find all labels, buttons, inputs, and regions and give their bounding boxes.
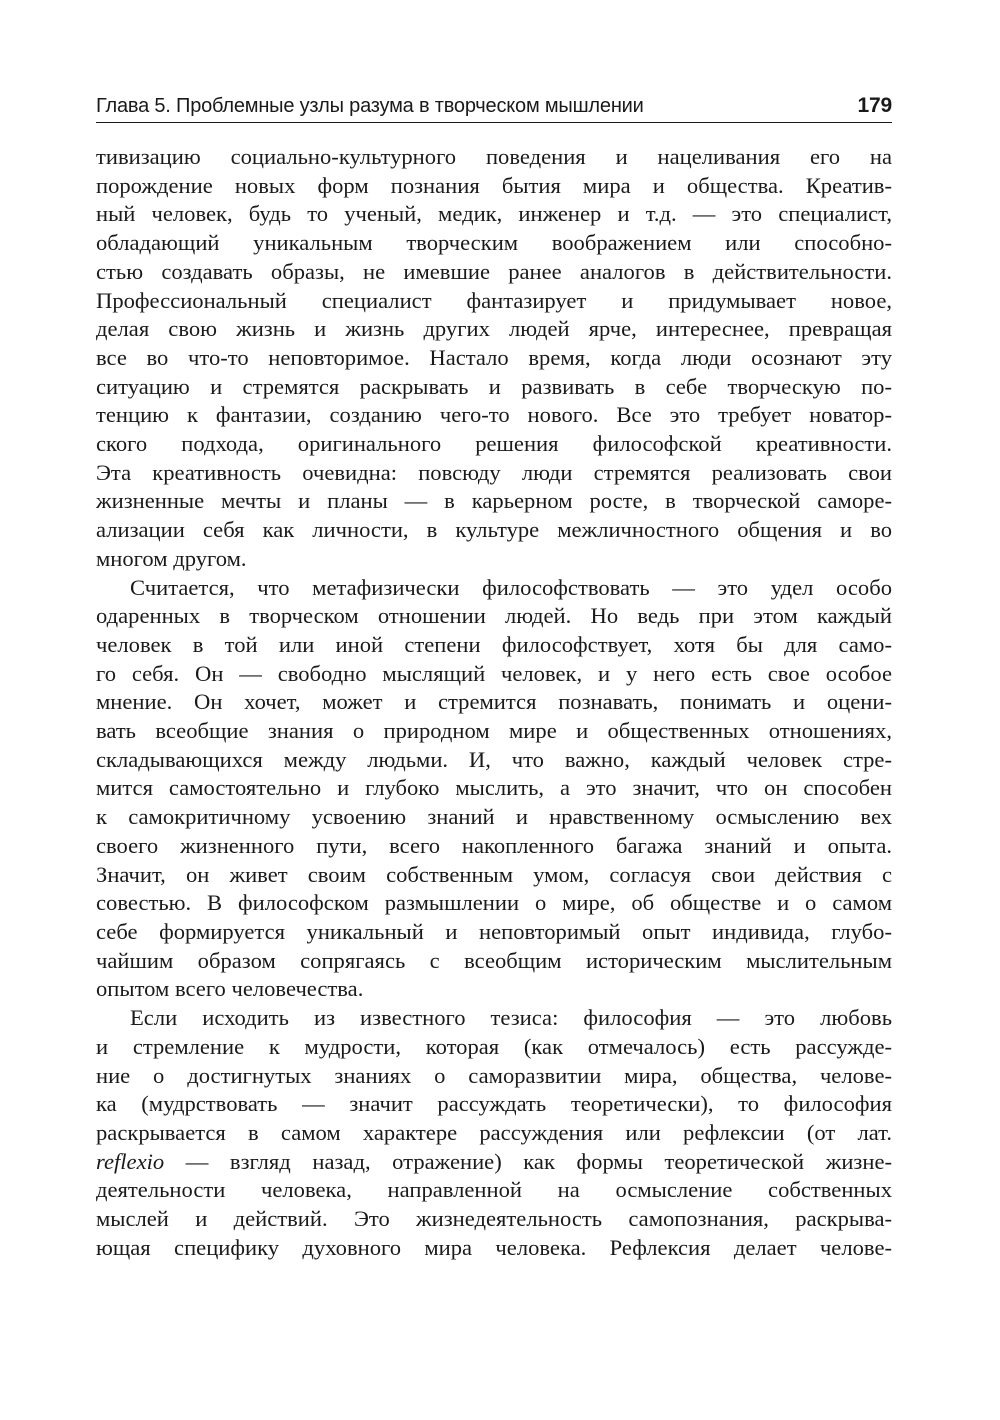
body-text bbox=[96, 143, 892, 1262]
text-line: Если исходить из известного тезиса: философия — это любовь bbox=[130, 1005, 892, 1031]
text-line: Считается, что метафизически философствовать — это удел особо bbox=[130, 574, 892, 600]
text-line: ситуацию и стремятся раскрывать и развивать в себе творческую по- bbox=[96, 373, 892, 399]
running-header bbox=[96, 94, 892, 123]
text-line: reflexio — взгляд назад, отражение) как формы теоретической жизне- bbox=[96, 1148, 892, 1174]
text-line: деятельности человека, направленной на осмысление собственных bbox=[96, 1177, 892, 1203]
text-line: опытом всего человечества. bbox=[96, 976, 364, 1002]
text-line: все во что-то неповторимое. Настало время, когда люди осознают эту bbox=[96, 344, 892, 370]
text-line: стью создавать образы, не имевшие ранее аналогов в действительности. bbox=[96, 258, 892, 284]
text-line: чайшим образом сопрягаясь с всеобщим историческим мыслительным bbox=[96, 947, 892, 973]
text-line: Эта креативность очевидна: повсюду люди стремятся реализовать свои bbox=[96, 459, 892, 485]
text-line: многом другом. bbox=[96, 545, 247, 571]
text-line: одаренных в творческом отношении людей. Но ведь при этом каждый bbox=[96, 603, 892, 629]
text-line: раскрывается в самом характере рассуждения или рефлексии (от лат. bbox=[96, 1119, 892, 1145]
text-line: к самокритичному усвоению знаний и нравственному осмыслению вех bbox=[96, 804, 892, 830]
text-line: делая свою жизнь и жизнь других людей ярче, интереснее, превращая bbox=[96, 316, 892, 342]
text-line: го себя. Он — свободно мыслящий человек, и у него есть свое особое bbox=[96, 660, 892, 686]
italic-term: reflexio bbox=[96, 1148, 165, 1174]
text-line: тенцию к фантазии, созданию чего-то нового. Все это требует новатор- bbox=[96, 402, 892, 428]
text-line: человек в той или иной степени философствует, хотя бы для само- bbox=[96, 631, 892, 657]
text-line: тивизацию социально-культурного поведения и нацеливания его на bbox=[96, 144, 892, 169]
document-page bbox=[96, 94, 892, 1262]
paragraph-1 bbox=[96, 143, 892, 574]
text-line: ализации себя как личности, в культуре межличностного общения и во bbox=[96, 517, 892, 543]
text-line: вать всеобщие знания о природном мире и общественных отношениях, bbox=[96, 718, 892, 744]
text-line: ка (мудрствовать — значит рассуждать теоретически), то философия bbox=[96, 1091, 892, 1117]
page-number: 179 bbox=[857, 94, 892, 117]
text-line: ный человек, будь то ученый, медик, инженер и т.д. — это специалист, bbox=[96, 201, 892, 227]
text-line: ского подхода, оригинального решения философской креативности. bbox=[96, 431, 892, 457]
text-line: ние о достигнутых знаниях о саморазвитии мира, общества, челове- bbox=[96, 1062, 892, 1088]
paragraph-2 bbox=[96, 574, 892, 1005]
text-line: мнение. Он хочет, может и стремится познавать, понимать и оцени- bbox=[96, 689, 892, 715]
text-line: порождение новых форм познания бытия мира и общества. Креатив- bbox=[96, 172, 892, 198]
text-line: Значит, он живет своим собственным умом, согласуя свои действия с bbox=[96, 861, 892, 887]
text-line: обладающий уникальным творческим воображением или способно- bbox=[96, 230, 892, 256]
text-line: жизненные мечты и планы — в карьерном росте, в творческой саморе- bbox=[96, 488, 892, 514]
text-line: мыслей и действий. Это жизнедеятельность самопознания, раскрыва- bbox=[96, 1206, 892, 1232]
text-line: складывающихся между людьми. И, что важно, каждый человек стре- bbox=[96, 746, 892, 772]
text-line: себе формируется уникальный и неповторимый опыт индивида, глубо- bbox=[96, 918, 892, 944]
text-line: своего жизненного пути, всего накопленного багажа знаний и опыта. bbox=[96, 832, 892, 858]
text-line: мится самостоятельно и глубоко мыслить, а это значит, что он способен bbox=[96, 775, 892, 801]
text-line: совестью. В философском размышлении о мире, об обществе и о самом bbox=[96, 890, 892, 916]
text-line: и стремление к мудрости, которая (как отмечалось) есть рассужде- bbox=[96, 1033, 892, 1059]
paragraph-3 bbox=[96, 1004, 892, 1262]
text-line: Профессиональный специалист фантазирует и придумывает новое, bbox=[96, 287, 892, 313]
text-line: ющая специфику духовного мира человека. Рефлексия делает челове- bbox=[96, 1234, 892, 1260]
chapter-title: Глава 5. Проблемные узлы разума в творческом мышлении bbox=[96, 95, 644, 117]
